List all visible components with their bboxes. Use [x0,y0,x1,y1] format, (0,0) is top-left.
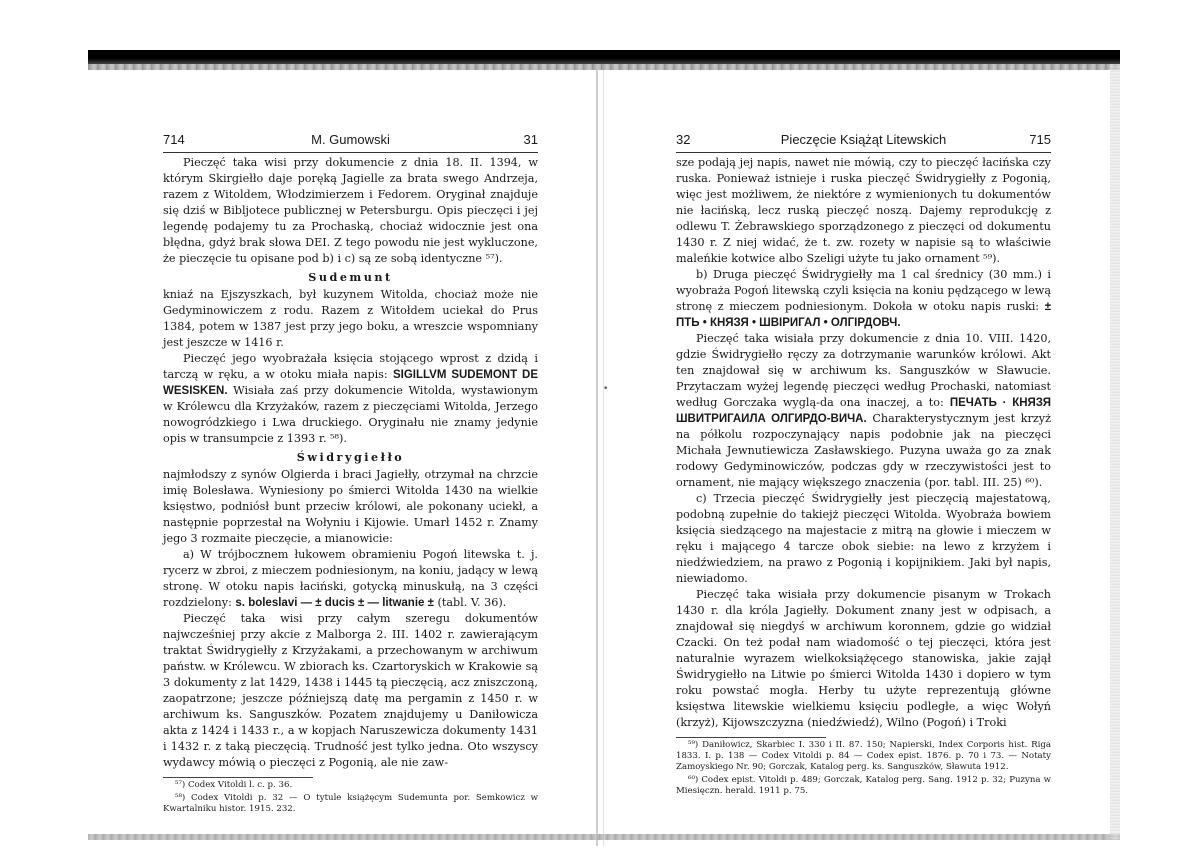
right-page-number-outer: 715 [1029,132,1051,147]
scan-right-edge [1110,64,1120,840]
right-para3-text-b: Charakterystycznym jest krzyż na półkolu rozpoczynający napis podobnie jak na pieczęci Michała Jewnutiewicza Zasławskiego. Puzyna uważa go za znak rodowy Gedyminowiczów, podczas gdy w rzeczywistości jest to ornament, nie mający większego znaczenia (por. tabl. III. 25) ⁶⁰). [676,412,1051,489]
heading-swidrygiello: Świdrygiełło [296,450,405,464]
footnote-57: ⁵⁷) Codex Vitoldi l. c. p. 36. [175,780,293,790]
seal-legend-sudemont: SIGILLVM SUDEMONT DE WESISKEN. [163,369,538,397]
right-page-number-inner: 32 [676,132,691,147]
left-paragraph-6: Pieczęć taka wisi przy całym szeregu dokumentów najwcześniej przy akcie z Malborga 2. III. 1402 r. zawierającym traktat Świdrygiełły z Krzyżakami, a przechowanym w archiwum państw. w Królewcu. W zbiorach ks. Czartoryskich w Krakowie są 3 dokumenty z lat 1429, 1438 i 1445 tą pieczęcią, acz zniszczoną, zaopatrzone; jeszcze późniejszą datę ma pergamin z 1450 r. w archiwum ks. Sanguszków. Pozatem znajdujemy u Daniłowicza akta z 1424 i 1433 r., a w kopjach Naruszewicza dokumenty 1431 i 1432 r. z taką pieczęcią. Trudność jest tylko jedna. Oto wszyscy wydawcy mówią o pieczęci z Pogonią, ale nie zaw- [163,612,538,769]
right-running-head [676,130,1051,153]
seal-legend-boleslavi: s. boleslavi — ± ducis ± — litwanie ± [235,597,434,609]
left-page [163,130,538,815]
seal-legend-russian-1: ± ПТЬ • КНЯЗЯ • ШВІРИГАЛ • ОЛГІРДОВЧ. [676,301,1051,329]
right-page [676,130,1051,797]
right-footnote-rule [676,737,826,738]
left-paragraph-3 [163,351,538,447]
right-para3-text-a: Pieczęć taka wisiała przy dokumencie z dnia 10. VIII. 1420, gdzie Świdrygiełło ręczy za dotrzymanie warunków królowi. Akt ten znajdował się w archiwum ks. Sanguszków w Sławucie. Przytaczam wyżej legendę pieczęci według Prochaski, natomiast według Gorczaka wyglą-da ona inaczej, a to: [676,332,1051,409]
left-page-number-inner: 31 [523,132,538,147]
right-para2-text-a: b) Druga pieczęć Świdrygiełły ma 1 cal średnicy (30 mm.) i wyobraża Pogoń litewską czyli księcia na koniu pędzącego w lewą stronę z mieczem podniesionym. Dokoła w otoku napis ruski: [676,268,1051,313]
gutter-dot-mark: • [603,384,609,394]
left-paragraph-1: Pieczęć taka wisi przy dokumencie z dnia 18. II. 1394, w którym Skirgiełło daje poręką Jagielle za brata swego Andrzeja, razem z Witoldem, Włodzimierzem i Fedorem. Oryginał znajduje się dziś w Bibljotece publicznej w Petersburgu. Opis pieczęci i jej legendę podajemy tu za Prochaską, chociaż widocznie jest ona błędna, gdyż brak słowa DEI. Z tego powodu nie jest wykluczone, że pieczęcie tu opisane pod b) i c) są ze sobą identyczne ⁵⁷). [163,156,538,265]
para5-text-b: (tabl. V. 36). [437,596,507,609]
left-running-head [163,130,538,153]
right-running-title: Pieczęcie Książąt Litewskich [780,132,947,147]
page-gutter-line [603,70,604,846]
left-footnote-rule [163,777,313,778]
scan-bottom-edge [88,834,1120,840]
left-paragraph-5 [163,547,538,611]
left-paragraph-2: kniaź na Ejszyszkach, był kuzynem Witolda, chociaż może nie Gedyminowiczem z rodu. Razem z Witołdem uciekał do Prus 1384, potem w 1387 jest przy jego boku, a wreszcie wspomniany jest jeszcze w 1416 r. [163,288,538,349]
scan-top-edge [88,50,1120,64]
footnote-58: ⁵⁸) Codex Vitoldi p. 32 — O tytule książęcym Sudemunta por. Semkowicz w Kwartalniku histor. 1915. 232. [163,793,538,814]
seal-legend-russian-2: ПЕЧАТЬ · КНЯЗЯ ШВИТРИГАИЛА ОЛГИРДО-ВИЧА. [676,397,1051,425]
page-gutter [596,70,598,846]
heading-sudemunt: Sudemunt [308,270,393,284]
right-paragraph-3 [676,331,1051,491]
right-paragraph-4: c) Trzecia pieczęć Świdrygiełły jest pieczęcią majestatową, podobną zupełnie do takiejż pieczęci Witolda. Wyobraża bowiem księcia siedzącego na majestacie z mitrą na głowie i mieczem w ręku i mającego 4 tarcze obok siebie: na lewo z krzyżem i niedźwiedziem, na prawo z Pogonią i kopijnikiem. Jaki był napis, niewiadomo. [676,492,1051,585]
left-paragraph-4: najmłodszy z synów Olgierda i braci Jagiełły, otrzymał na chrzcie imię Bolesława. Wyniesiony po śmierci Witolda 1430 na wielkie księstwo, podniósł bunt przeciw królowi, ale pokonany uciekł, a następnie poprzestał na Wołyniu i Kijowie. Umarł 1452 r. Znamy jego 3 rozmaite pieczęcie, a mianowicie: [163,468,538,545]
para5-text-a: a) W trójbocznem łukowem obramieniu Pogoń litewska t. j. rycerz w zbroi, z mieczem podniesionym, na koniu, jadący w lewą stronę. W otoku napis łaciński, gotycką minuskułą, na 3 części rozdzielony: [163,548,538,609]
scan-top-edge-shadow [88,64,1120,70]
footnote-60: ⁶⁰) Codex epist. Vitoldi p. 489; Gorczak, Katalog perg. Sang. 1912 p. 32; Puzyna w Miesięczn. herald. 1911 p. 75. [676,775,1051,796]
para3-text-a: Pieczęć jego wyobrażała księcia stojącego wprost z dzidą i tarczą w ręku, a w otoku miała napis: [163,352,538,381]
left-page-number-outer: 714 [163,132,185,147]
para3-text-b: Wisiała zaś przy dokumencie Witolda, wystawionym w Królewcu dla Krzyżaków, razem z pieczęciami Witolda, Jerzego nowogródzkiego i Lwa druckiego. Oryginału nie znamy jedynie opis w transumpcie z 1393 r. ⁵⁸). [163,384,538,445]
right-paragraph-5: Pieczęć taka wisiała przy dokumencie pisanym w Trokach 1430 r. dla króla Jagiełły. Dokument znany jest w odpisach, a znajdował się niegdyś w archiwum koronnem, gdzie go widział Czacki. On też podał nam wiadomość o tej pieczęci, która jest naturalnie wyrazem wielkoksiążęcego stanowiska, jakie zajął Świdrygiełło na Litwie po śmierci Witolda 1430 i dopiero w tym roku powstać mogła. Herby tu użyte reprezentują główne księstwa litewskie wielkiemu księciu podległe, a więc Wołyń (krzyż), Kijowszczyzna (niedźwiedź), Wilno (Pogoń) i Troki [676,588,1051,729]
footnote-59: ⁵⁹) Daniłowicz, Skarbiec I. 330 i II. 87. 150; Napierski, Index Corporis hist. Riga 1833. I. p. 138 — Codex Vitoldi p. 84 — Codex epist. 1876. p. 70 i 73. — Notaty Zamoyskiego Nr. 90; Gorczak, Katalog perg. ks. Sanguszków, Sławuta 1912. [676,740,1051,772]
right-paragraph-1: sze podają jej napis, nawet nie mówią, czy to pieczęć łacińska czy ruska. Ponieważ istnieje i ruska pieczęć Świdrygiełły z Pogonią, więc jest możliwem, że niektóre z wymienionych tu dokumentów nie łacińską, lecz ruską pieczęć noszą. Dajemy reprodukcję z odlewu T. Żebrawskiego sporządzonego z pieczęci od dokumentu 1430 r. Z niej widać, że t. zw. rozety w napisie są to właściwie maleńkie kotwice albo Szeligi użyte tu jako ornament ⁵⁹). [676,156,1051,265]
left-running-title: M. Gumowski [311,132,390,147]
right-paragraph-2 [676,267,1051,331]
